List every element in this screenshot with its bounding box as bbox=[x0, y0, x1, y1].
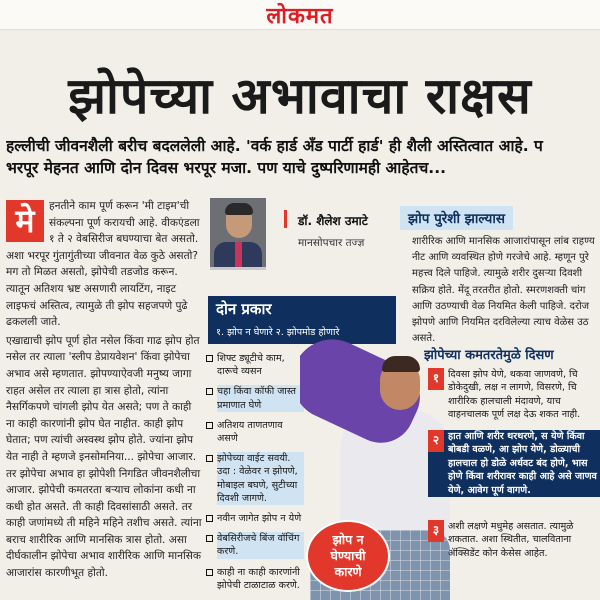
effect-item-3 bbox=[428, 520, 600, 560]
article-headline: झोपेच्या अभावाचा राक्षस bbox=[68, 66, 532, 125]
effect-text: हात आणि शरीर थरथरणे, स येणे किंवा बोबडी वळणे, आ झोप येणे, डोळ्याची हालचाल हो डोळे अर्धवट बंद होणे, भास होणे किंवा शरीरावर काही आहे असे जाणव येणे, आवेग पूर्ण वागणे. bbox=[448, 431, 597, 496]
body-paragraph-1: हनतीने काम पूर्ण करून 'मी टाइम'ची संकल्पना पूर्ण करायची आहे. वीकएंडला १ ते २ वेबसिरीज बघण्याचा बेत असतो. अशा भरपूर गुंतागुंतीच्या जीवनात वेळ कुठे असतो? मग तो मिळत असतो, झोपेची तडजोड करून. त्यातून अतिशय भ्रष्ट असणारी लायटिंग, नाइट लाइफचं अस्तित्व, त्यामुळे ती झोप सहजपणे पुढे ढकलली जाते. bbox=[6, 200, 200, 329]
newspaper-logo: लोकमत bbox=[266, 2, 334, 29]
types-title: दोन प्रकार bbox=[216, 300, 272, 318]
cause-item: चहा किंवा कॉफी जास्त प्रमाणात घेणे bbox=[206, 385, 304, 411]
effect-item-1 bbox=[428, 368, 600, 422]
effect-text: अशी लक्षणे मधुमेह असतात. त्यामुळे शकतात. अशा स्थितीत, चालविताना ॲक्सिडेंट कोन केसेस आहेत. bbox=[448, 521, 574, 559]
effects-heading: झोपेच्या कमतरतेमुळे दिसण bbox=[424, 348, 554, 363]
cause-item: काही ना काही कारणांनी झोपेची टाळाटाळ करणे. bbox=[206, 566, 304, 592]
checkbox-bullet-icon bbox=[206, 515, 213, 522]
author-block bbox=[208, 196, 398, 278]
sufficient-sleep-body: शारीरिक आणि मानसिक आजारांपासून लांब राहण्य नीट आणि व्यवस्थित होणे गरजेचे आहे. म्हणून पुरे महत्त्व दिले पाहिजे. त्यामुळे शरीर दुसऱ्या दिवशी सक्रिय होते. मेंदू तरतरीत होतो. स्मरणशक्ती चांग आणि उठण्याची वेळ नियमित केली पाहिजे. दरोज झोपणे आणि नियमित दरविलेल्या त्याच वेळेस उठ असते. bbox=[412, 236, 595, 345]
cause-item: शिफ्ट ड्यूटीचे काम, दारूचे व्यसन bbox=[206, 352, 304, 378]
sufficient-sleep-heading: झोप पुरेशी झाल्यास bbox=[400, 206, 513, 230]
checkbox-bullet-icon bbox=[206, 569, 213, 576]
cause-item: अतिशय ताणतणाव असणे bbox=[206, 419, 304, 445]
main-body-column bbox=[6, 198, 202, 600]
effect-number: ३ bbox=[428, 520, 444, 542]
article-intro bbox=[6, 135, 600, 179]
sufficient-sleep-box bbox=[400, 206, 600, 345]
checkbox-bullet-icon bbox=[206, 355, 213, 362]
cause-item: झोपेच्या वाईट सवयी. उदा : वेळेवर न झोपणे, मोबाइल बघणे, सुटीच्या दिवशी जागणे. bbox=[206, 452, 304, 505]
effect-number: २ bbox=[428, 430, 444, 452]
types-options: १. झोप न घेणारे २. झोपमोड होणारे bbox=[216, 327, 340, 338]
author-role: मानसोपचार तज्ज्ञ bbox=[298, 237, 365, 249]
cause-item: वेबसिरीजचे बिंज वॉचिंग करणे. bbox=[206, 532, 304, 558]
author-accent-mark bbox=[284, 210, 294, 228]
checkbox-bullet-icon bbox=[206, 422, 213, 429]
cause-item: नवीन जागेत झोप न येणे bbox=[206, 512, 304, 525]
masthead bbox=[0, 0, 600, 30]
intro-line-2: भरपूर मेहनत आणि दोन दिवस भरपूर मजा. पण याचे दुष्परिणामही आहेतच... bbox=[6, 159, 446, 177]
author-photo bbox=[210, 198, 266, 270]
effect-item-2 bbox=[428, 430, 600, 497]
checkbox-bullet-icon bbox=[206, 455, 213, 462]
effect-text: दिवसा झोप येणे, थकवा जाणवणे, चि डोकेदुखी, लक्ष न लागणे, विसरणे, चि शारीरिक हालचाली मंदावणे, याच वाहनचालक पूर्ण लक्ष देऊ शकत नाही. bbox=[448, 369, 581, 421]
author-name: डॉ. शैलेश उमाटे bbox=[298, 214, 368, 228]
checkbox-bullet-icon bbox=[206, 535, 213, 542]
causes-list bbox=[206, 352, 304, 600]
dropcap: मे bbox=[6, 200, 44, 242]
checkbox-bullet-icon bbox=[206, 388, 213, 395]
effect-number: १ bbox=[428, 368, 444, 390]
causes-badge: झोप न घेण्याची कारणे bbox=[306, 520, 390, 592]
body-paragraph-2: एखाद्याची झोप पूर्ण होत नसेल किंवा गाढ झोप होत नसेल तर त्याला 'स्लीप डेप्रायवेशन' किंवा झोपेचा अभाव असे म्हणतात. झोपण्याऐवजी मनुष्य जागा राहत असेल तर त्याला हा त्रास होतो, त्यांना नैसर्गिकपणे चांगली झोप येत असते; पण ते काही ना काही कारणांनी झोप घेत नाहीत. काही झोप घेतात; पण त्यांची अस्वस्थ झोप होते. ज्यांना झोप येत नाही ते म्हणजे इनसोमनिया... झोपेचा आजार. तर झोपेचा अभाव हा झोपेशी निगडित जीवनशैलीचा आजार. झोपेची कमतरता बऱ्याच लोकांना कधी ना कधी होत असते. ती काही दिवसांसाठी असते. तर काही जणांमध्ये ती महिने महिने तशीच असते. त्यांना बराच शारीरिक आणि मानसिक त्रास होतो. असा दीर्घकालीन झोपेचा अभाव शारीरिक आणि मानसिक आजारांस कारणीभूत होतो. bbox=[6, 334, 202, 580]
intro-line-1: हल्लीची जीवनशैली बरीच बदललेली आहे. 'वर्क हार्ड अँड पार्टी हार्ड' ही शैली अस्तित्वात आहे. प bbox=[6, 137, 543, 155]
